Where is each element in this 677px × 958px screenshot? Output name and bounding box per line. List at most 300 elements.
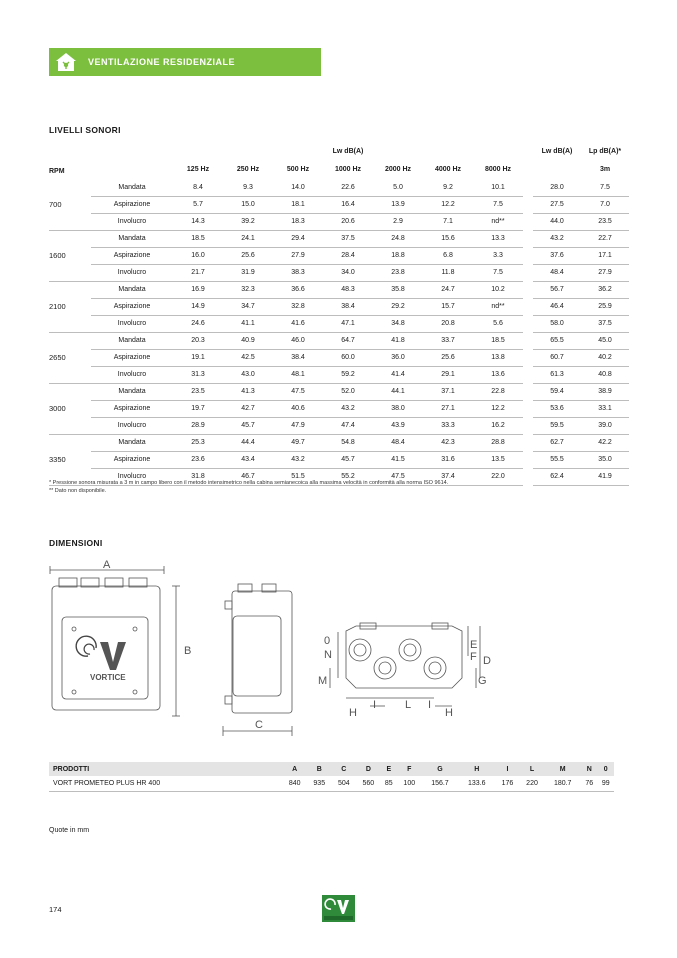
value-cell: 44.0 bbox=[533, 214, 581, 231]
product-header-cell: G bbox=[422, 762, 459, 776]
value-cell: 38.9 bbox=[581, 384, 629, 401]
value-cell: 24.7 bbox=[423, 282, 473, 299]
rpm-cell bbox=[49, 435, 91, 452]
section-banner bbox=[49, 48, 321, 76]
value-cell: 12.2 bbox=[423, 197, 473, 214]
product-cell: VORT PROMETEO PLUS HR 400 bbox=[49, 776, 282, 792]
rpm-cell bbox=[49, 282, 91, 299]
sound-row bbox=[49, 367, 629, 384]
value-cell: 20.8 bbox=[423, 316, 473, 333]
dimension-drawings bbox=[40, 556, 500, 746]
value-cell: 37.1 bbox=[423, 384, 473, 401]
row-label: Aspirazione bbox=[91, 350, 173, 367]
value-cell: 13.3 bbox=[473, 231, 523, 248]
value-cell: 43.2 bbox=[273, 452, 323, 469]
rpm-cell: 1600 bbox=[49, 251, 66, 260]
value-cell: 41.3 bbox=[223, 384, 273, 401]
product-header-cell: H bbox=[458, 762, 495, 776]
value-cell: 21.7 bbox=[173, 265, 223, 282]
footnotes bbox=[49, 479, 448, 495]
value-cell: 13.9 bbox=[373, 197, 423, 214]
value-cell: 22.0 bbox=[473, 469, 523, 486]
dim-label-d: D bbox=[483, 655, 491, 667]
value-cell: 29.4 bbox=[273, 231, 323, 248]
dim-label-c: C bbox=[255, 719, 263, 731]
value-cell: 20.3 bbox=[173, 333, 223, 350]
house-fan-icon bbox=[55, 51, 77, 73]
product-cell: 99 bbox=[598, 776, 615, 792]
value-cell: 65.5 bbox=[533, 333, 581, 350]
value-cell: 10.2 bbox=[473, 282, 523, 299]
value-cell: 59.5 bbox=[533, 418, 581, 435]
product-header-cell: C bbox=[332, 762, 357, 776]
rpm-cell bbox=[49, 265, 91, 282]
sound-levels-title: LIVELLI SONORI bbox=[49, 125, 121, 135]
value-cell: 43.4 bbox=[223, 452, 273, 469]
sound-row bbox=[49, 214, 629, 231]
value-cell: 33.3 bbox=[423, 418, 473, 435]
value-cell: 48.4 bbox=[533, 265, 581, 282]
value-cell: 22.7 bbox=[581, 231, 629, 248]
value-cell: 18.5 bbox=[473, 333, 523, 350]
value-cell: 62.4 bbox=[533, 469, 581, 486]
value-cell: 7.5 bbox=[473, 197, 523, 214]
spacer-cell bbox=[523, 214, 533, 231]
value-cell: 16.9 bbox=[173, 282, 223, 299]
dim-label-f: F bbox=[470, 651, 477, 663]
spacer-cell bbox=[523, 418, 533, 435]
rpm-cell bbox=[49, 333, 91, 350]
rpm-cell: 3000 bbox=[49, 404, 66, 413]
value-cell: 15.6 bbox=[423, 231, 473, 248]
dim-label-n: N bbox=[324, 649, 332, 661]
value-cell: 46.7 bbox=[223, 469, 273, 486]
row-label: Involucro bbox=[91, 265, 173, 282]
product-header-cell: N bbox=[581, 762, 597, 776]
freq-header: 250 Hz bbox=[236, 166, 260, 173]
sound-row bbox=[49, 333, 629, 350]
value-cell: 61.3 bbox=[533, 367, 581, 384]
value-cell: 37.5 bbox=[323, 231, 373, 248]
product-header-cell: M bbox=[544, 762, 581, 776]
value-cell: 20.6 bbox=[323, 214, 373, 231]
sound-row bbox=[49, 299, 629, 316]
product-cell: 76 bbox=[581, 776, 597, 792]
value-cell: 17.1 bbox=[581, 248, 629, 265]
front-view-drawing bbox=[50, 566, 180, 716]
value-cell: 9.3 bbox=[223, 180, 273, 197]
value-cell: 47.5 bbox=[373, 469, 423, 486]
value-cell: 38.4 bbox=[323, 299, 373, 316]
rpm-header: RPM bbox=[49, 168, 65, 175]
top-view-drawing bbox=[330, 623, 480, 706]
spacer-cell bbox=[523, 333, 533, 350]
dim-label-b: B bbox=[184, 645, 192, 657]
sound-row bbox=[49, 401, 629, 418]
value-cell: 38.0 bbox=[373, 401, 423, 418]
value-cell: 29.1 bbox=[423, 367, 473, 384]
value-cell: 37.5 bbox=[581, 316, 629, 333]
value-cell: 38.3 bbox=[273, 265, 323, 282]
value-cell: 55.2 bbox=[323, 469, 373, 486]
value-cell: 32.8 bbox=[273, 299, 323, 316]
freq-header: 125 Hz bbox=[186, 166, 210, 173]
dim-label-i-left: I bbox=[373, 699, 377, 711]
product-cell: 840 bbox=[282, 776, 307, 792]
value-cell: 52.0 bbox=[323, 384, 373, 401]
value-cell: 47.5 bbox=[273, 384, 323, 401]
value-cell: 14.0 bbox=[273, 180, 323, 197]
value-cell: 33.1 bbox=[581, 401, 629, 418]
value-cell: 41.8 bbox=[373, 333, 423, 350]
value-cell: nd** bbox=[473, 299, 523, 316]
value-cell: 56.7 bbox=[533, 282, 581, 299]
row-label: Aspirazione bbox=[91, 299, 173, 316]
units-note: Quote in mm bbox=[49, 827, 90, 834]
rpm-cell bbox=[49, 180, 91, 197]
value-cell: 47.4 bbox=[323, 418, 373, 435]
value-cell: 51.5 bbox=[273, 469, 323, 486]
product-header-cell: 0 bbox=[598, 762, 615, 776]
value-cell: 22.8 bbox=[473, 384, 523, 401]
sound-row bbox=[49, 197, 629, 214]
dim-label-o: 0 bbox=[324, 635, 331, 647]
value-cell: 18.1 bbox=[273, 197, 323, 214]
value-cell: 14.9 bbox=[173, 299, 223, 316]
value-cell: 24.1 bbox=[223, 231, 273, 248]
value-cell: 24.6 bbox=[173, 316, 223, 333]
rpm-cell bbox=[49, 316, 91, 333]
spacer-cell bbox=[523, 180, 533, 197]
row-label: Involucro bbox=[91, 367, 173, 384]
vortice-logo-icon bbox=[322, 895, 355, 922]
value-cell: 29.2 bbox=[373, 299, 423, 316]
value-cell: 43.0 bbox=[223, 367, 273, 384]
value-cell: 23.8 bbox=[373, 265, 423, 282]
value-cell: 45.7 bbox=[223, 418, 273, 435]
value-cell: 6.8 bbox=[423, 248, 473, 265]
value-cell: 40.9 bbox=[223, 333, 273, 350]
value-cell: 12.2 bbox=[473, 401, 523, 418]
value-cell: 23.5 bbox=[173, 384, 223, 401]
product-cell: 180.7 bbox=[544, 776, 581, 792]
products-table bbox=[49, 762, 614, 792]
value-cell: 9.2 bbox=[423, 180, 473, 197]
spacer-cell bbox=[523, 282, 533, 299]
row-label: Aspirazione bbox=[91, 452, 173, 469]
value-cell: 34.7 bbox=[223, 299, 273, 316]
product-cell: 156.7 bbox=[422, 776, 459, 792]
value-cell: 16.2 bbox=[473, 418, 523, 435]
product-cell: 504 bbox=[332, 776, 357, 792]
sound-row bbox=[49, 384, 629, 401]
sound-levels-table bbox=[49, 144, 629, 486]
lp-total-header-3m: 3m bbox=[599, 166, 611, 173]
value-cell: 31.3 bbox=[173, 367, 223, 384]
value-cell: 7.5 bbox=[581, 180, 629, 197]
value-cell: 41.5 bbox=[373, 452, 423, 469]
sound-row bbox=[49, 316, 629, 333]
lw-group-header: Lw dB(A) bbox=[332, 148, 364, 155]
value-cell: 44.4 bbox=[223, 435, 273, 452]
footnote-measure: * Pressione sonora misurata a 3 m in campo libero con il metodo intensimetrico nella cabina semianecoica alla massima velocità in conformità alla norma ISO 9614. bbox=[49, 480, 449, 486]
rpm-cell bbox=[49, 231, 91, 248]
value-cell: 44.1 bbox=[373, 384, 423, 401]
value-cell: 48.1 bbox=[273, 367, 323, 384]
row-label: Mandata bbox=[91, 180, 173, 197]
value-cell: 27.1 bbox=[423, 401, 473, 418]
dim-label-h-right: H bbox=[445, 707, 453, 719]
value-cell: 59.2 bbox=[323, 367, 373, 384]
product-header-cell: D bbox=[356, 762, 381, 776]
value-cell: 45.7 bbox=[323, 452, 373, 469]
spacer-cell bbox=[523, 316, 533, 333]
value-cell: 46.0 bbox=[273, 333, 323, 350]
value-cell: 40.6 bbox=[273, 401, 323, 418]
value-cell: 16.4 bbox=[323, 197, 373, 214]
value-cell: 42.2 bbox=[581, 435, 629, 452]
value-cell: 37.4 bbox=[423, 469, 473, 486]
value-cell: 22.6 bbox=[323, 180, 373, 197]
value-cell: 60.0 bbox=[323, 350, 373, 367]
dim-label-i-right: I bbox=[428, 699, 432, 711]
value-cell: 39.2 bbox=[223, 214, 273, 231]
value-cell: 62.7 bbox=[533, 435, 581, 452]
value-cell: 35.8 bbox=[373, 282, 423, 299]
value-cell: 42.3 bbox=[423, 435, 473, 452]
value-cell: 25.6 bbox=[223, 248, 273, 265]
spacer-cell bbox=[523, 367, 533, 384]
value-cell: 49.7 bbox=[273, 435, 323, 452]
value-cell: 60.7 bbox=[533, 350, 581, 367]
row-label: Involucro bbox=[91, 316, 173, 333]
value-cell: 48.3 bbox=[323, 282, 373, 299]
lp-total-header: Lp dB(A)* bbox=[588, 148, 622, 155]
value-cell: 7.5 bbox=[473, 265, 523, 282]
value-cell: 19.7 bbox=[173, 401, 223, 418]
value-cell: 31.9 bbox=[223, 265, 273, 282]
value-cell: 64.7 bbox=[323, 333, 373, 350]
sound-row bbox=[49, 180, 629, 197]
value-cell: 13.5 bbox=[473, 452, 523, 469]
value-cell: 48.4 bbox=[373, 435, 423, 452]
product-header-cell: I bbox=[495, 762, 520, 776]
product-cell: 176 bbox=[495, 776, 520, 792]
rpm-cell: 2100 bbox=[49, 302, 66, 311]
value-cell: 41.6 bbox=[273, 316, 323, 333]
value-cell: 5.7 bbox=[173, 197, 223, 214]
row-label: Aspirazione bbox=[91, 248, 173, 265]
value-cell: 45.0 bbox=[581, 333, 629, 350]
value-cell: 59.4 bbox=[533, 384, 581, 401]
value-cell: 31.6 bbox=[423, 452, 473, 469]
row-label: Mandata bbox=[91, 231, 173, 248]
value-cell: 23.5 bbox=[581, 214, 629, 231]
row-label: Aspirazione bbox=[91, 401, 173, 418]
side-view-drawing bbox=[223, 584, 292, 736]
row-label: Aspirazione bbox=[91, 197, 173, 214]
value-cell: 18.5 bbox=[173, 231, 223, 248]
dimensions-title: DIMENSIONI bbox=[49, 538, 103, 548]
rpm-cell: 3350 bbox=[49, 455, 66, 464]
rpm-cell: 2650 bbox=[49, 353, 66, 362]
sound-row bbox=[49, 265, 629, 282]
product-cell: 220 bbox=[520, 776, 545, 792]
value-cell: 27.5 bbox=[533, 197, 581, 214]
value-cell: 58.0 bbox=[533, 316, 581, 333]
freq-header: 8000 Hz bbox=[484, 166, 512, 173]
rpm-cell bbox=[49, 214, 91, 231]
value-cell: nd** bbox=[473, 214, 523, 231]
value-cell: 28.9 bbox=[173, 418, 223, 435]
value-cell: 31.8 bbox=[173, 469, 223, 486]
lw-total-header: Lw dB(A) bbox=[541, 148, 573, 155]
value-cell: 24.8 bbox=[373, 231, 423, 248]
value-cell: 28.4 bbox=[323, 248, 373, 265]
value-cell: 3.3 bbox=[473, 248, 523, 265]
value-cell: 38.4 bbox=[273, 350, 323, 367]
freq-header: 2000 Hz bbox=[384, 166, 412, 173]
product-header-cell: B bbox=[307, 762, 332, 776]
product-cell: 935 bbox=[307, 776, 332, 792]
spacer-cell bbox=[523, 197, 533, 214]
product-row bbox=[49, 776, 614, 792]
value-cell: 7.1 bbox=[423, 214, 473, 231]
dim-label-a: A bbox=[103, 559, 111, 571]
row-label: Mandata bbox=[91, 282, 173, 299]
value-cell: 27.9 bbox=[273, 248, 323, 265]
value-cell: 41.1 bbox=[223, 316, 273, 333]
value-cell: 10.1 bbox=[473, 180, 523, 197]
spacer-cell bbox=[523, 231, 533, 248]
freq-header: 500 Hz bbox=[286, 166, 310, 173]
value-cell: 40.8 bbox=[581, 367, 629, 384]
value-cell: 41.9 bbox=[581, 469, 629, 486]
product-cell: 100 bbox=[397, 776, 422, 792]
sound-row bbox=[49, 248, 629, 265]
rpm-cell bbox=[49, 418, 91, 435]
value-cell: 42.7 bbox=[223, 401, 273, 418]
row-label: Involucro bbox=[91, 214, 173, 231]
sound-row bbox=[49, 231, 629, 248]
spacer-cell bbox=[523, 384, 533, 401]
value-cell: 15.7 bbox=[423, 299, 473, 316]
value-cell: 14.3 bbox=[173, 214, 223, 231]
dim-label-g: G bbox=[478, 675, 487, 687]
value-cell: 47.1 bbox=[323, 316, 373, 333]
spacer-cell bbox=[523, 435, 533, 452]
product-cell: 133.6 bbox=[458, 776, 495, 792]
brand-label: VORTICE bbox=[90, 673, 126, 682]
value-cell: 34.8 bbox=[373, 316, 423, 333]
value-cell: 13.8 bbox=[473, 350, 523, 367]
value-cell: 28.8 bbox=[473, 435, 523, 452]
value-cell: 54.8 bbox=[323, 435, 373, 452]
value-cell: 33.7 bbox=[423, 333, 473, 350]
rpm-cell bbox=[49, 367, 91, 384]
value-cell: 53.6 bbox=[533, 401, 581, 418]
product-header-cell: PRODOTTI bbox=[49, 762, 282, 776]
sound-row bbox=[49, 282, 629, 299]
spacer-cell bbox=[523, 469, 533, 486]
value-cell: 16.0 bbox=[173, 248, 223, 265]
value-cell: 43.9 bbox=[373, 418, 423, 435]
value-cell: 32.3 bbox=[223, 282, 273, 299]
sound-row bbox=[49, 435, 629, 452]
product-cell: 85 bbox=[381, 776, 397, 792]
spacer-cell bbox=[523, 452, 533, 469]
value-cell: 36.6 bbox=[273, 282, 323, 299]
spacer-cell bbox=[523, 299, 533, 316]
sound-row bbox=[49, 452, 629, 469]
row-label: Mandata bbox=[91, 435, 173, 452]
footnote-nd: ** Dato non disponibile. bbox=[49, 488, 107, 494]
value-cell: 37.6 bbox=[533, 248, 581, 265]
value-cell: 5.0 bbox=[373, 180, 423, 197]
value-cell: 8.4 bbox=[173, 180, 223, 197]
value-cell: 15.0 bbox=[223, 197, 273, 214]
value-cell: 11.8 bbox=[423, 265, 473, 282]
value-cell: 43.2 bbox=[533, 231, 581, 248]
sound-row bbox=[49, 350, 629, 367]
value-cell: 47.9 bbox=[273, 418, 323, 435]
value-cell: 5.6 bbox=[473, 316, 523, 333]
spacer-cell bbox=[523, 401, 533, 418]
value-cell: 18.3 bbox=[273, 214, 323, 231]
value-cell: 27.9 bbox=[581, 265, 629, 282]
product-header-cell: A bbox=[282, 762, 307, 776]
banner-title: VENTILAZIONE RESIDENZIALE bbox=[88, 57, 236, 67]
dim-label-l: L bbox=[405, 699, 412, 711]
value-cell: 25.6 bbox=[423, 350, 473, 367]
value-cell: 19.1 bbox=[173, 350, 223, 367]
product-header-cell: F bbox=[397, 762, 422, 776]
page-number: 174 bbox=[49, 905, 62, 914]
value-cell: 13.6 bbox=[473, 367, 523, 384]
value-cell: 41.4 bbox=[373, 367, 423, 384]
value-cell: 43.2 bbox=[323, 401, 373, 418]
value-cell: 42.5 bbox=[223, 350, 273, 367]
value-cell: 2.9 bbox=[373, 214, 423, 231]
value-cell: 25.3 bbox=[173, 435, 223, 452]
row-label: Involucro bbox=[91, 469, 173, 486]
value-cell: 36.2 bbox=[581, 282, 629, 299]
value-cell: 28.0 bbox=[533, 180, 581, 197]
dim-label-h-left: H bbox=[349, 707, 357, 719]
product-cell: 560 bbox=[356, 776, 381, 792]
value-cell: 55.5 bbox=[533, 452, 581, 469]
sound-row bbox=[49, 418, 629, 435]
value-cell: 46.4 bbox=[533, 299, 581, 316]
product-header-cell: L bbox=[520, 762, 545, 776]
value-cell: 39.0 bbox=[581, 418, 629, 435]
spacer-cell bbox=[523, 265, 533, 282]
row-label: Involucro bbox=[91, 418, 173, 435]
dim-label-m: M bbox=[318, 675, 328, 687]
spacer-cell bbox=[523, 350, 533, 367]
row-label: Mandata bbox=[91, 384, 173, 401]
value-cell: 36.0 bbox=[373, 350, 423, 367]
spacer-cell bbox=[523, 248, 533, 265]
value-cell: 23.6 bbox=[173, 452, 223, 469]
dim-label-e: E bbox=[470, 639, 478, 651]
freq-header: 4000 Hz bbox=[434, 166, 462, 173]
rpm-cell bbox=[49, 384, 91, 401]
product-header-cell: E bbox=[381, 762, 397, 776]
rpm-cell: 700 bbox=[49, 200, 62, 209]
value-cell: 25.9 bbox=[581, 299, 629, 316]
value-cell: 35.0 bbox=[581, 452, 629, 469]
